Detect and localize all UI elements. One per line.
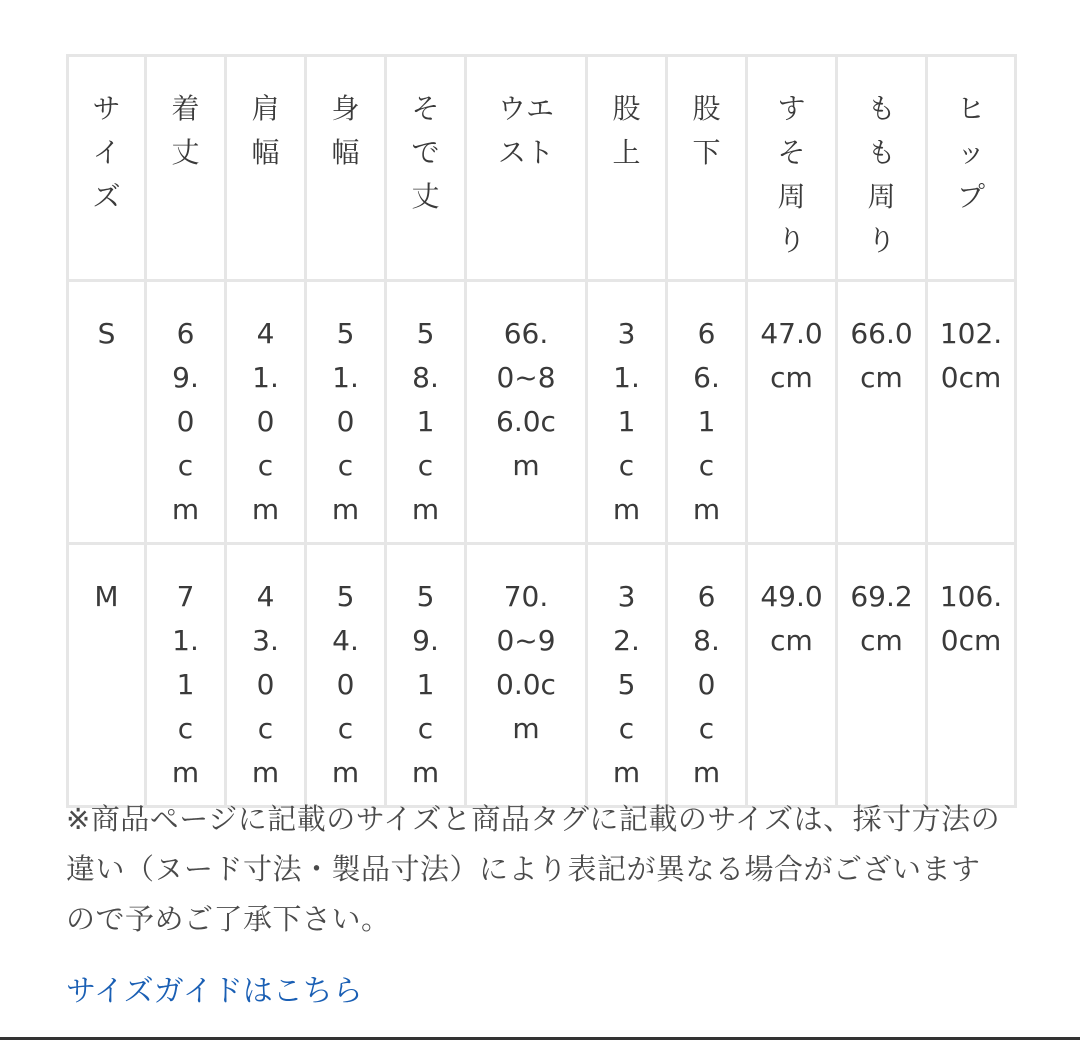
size-disclaimer-note: ※商品ページに記載のサイズと商品タグに記載のサイズは、採寸方法の違い（ヌード寸法・製品寸法）により表記が異なる場合がございますので予めご了承下さい。 bbox=[66, 802, 1001, 936]
table-cell: 41.0cm bbox=[226, 281, 306, 544]
header-waist: ウエスト bbox=[466, 56, 587, 281]
table-cell: 32.5cm bbox=[587, 544, 667, 807]
table-cell: 49.0cm bbox=[747, 544, 837, 807]
header-length: 着丈 bbox=[146, 56, 226, 281]
table-row bbox=[68, 544, 1016, 807]
table-cell: 106.0cm bbox=[927, 544, 1016, 807]
header-inseam: 股下 bbox=[667, 56, 747, 281]
table-cell: S bbox=[68, 281, 146, 544]
table-cell: 102.0cm bbox=[927, 281, 1016, 544]
header-sleeve: そで丈 bbox=[386, 56, 466, 281]
table-cell: 59.1cm bbox=[386, 544, 466, 807]
table-cell: 54.0cm bbox=[306, 544, 386, 807]
table-cell: 70.0~90.0cm bbox=[466, 544, 587, 807]
table-cell: 66.0~86.0cm bbox=[466, 281, 587, 544]
table-cell: 68.0cm bbox=[667, 544, 747, 807]
size-table bbox=[66, 54, 1017, 808]
table-cell: 66.0cm bbox=[837, 281, 927, 544]
table-cell: 43.0cm bbox=[226, 544, 306, 807]
table-cell: 69.2cm bbox=[837, 544, 927, 807]
header-body-width: 身幅 bbox=[306, 56, 386, 281]
table-cell: M bbox=[68, 544, 146, 807]
table-cell: 66.1cm bbox=[667, 281, 747, 544]
table-cell: 71.1cm bbox=[146, 544, 226, 807]
table-header-row bbox=[68, 56, 1016, 281]
table-cell: 69.0cm bbox=[146, 281, 226, 544]
table-cell: 58.1cm bbox=[386, 281, 466, 544]
table-cell: 51.0cm bbox=[306, 281, 386, 544]
table-cell: 31.1cm bbox=[587, 281, 667, 544]
table-cell: 47.0cm bbox=[747, 281, 837, 544]
header-thigh: もも周り bbox=[837, 56, 927, 281]
header-shoulder: 肩幅 bbox=[226, 56, 306, 281]
header-hip: ヒップ bbox=[927, 56, 1016, 281]
header-size: サイズ bbox=[68, 56, 146, 281]
table-row bbox=[68, 281, 1016, 544]
size-guide-link[interactable]: サイズガイドはこちら bbox=[66, 974, 363, 1009]
header-rise: 股上 bbox=[587, 56, 667, 281]
header-hem: すそ周り bbox=[747, 56, 837, 281]
